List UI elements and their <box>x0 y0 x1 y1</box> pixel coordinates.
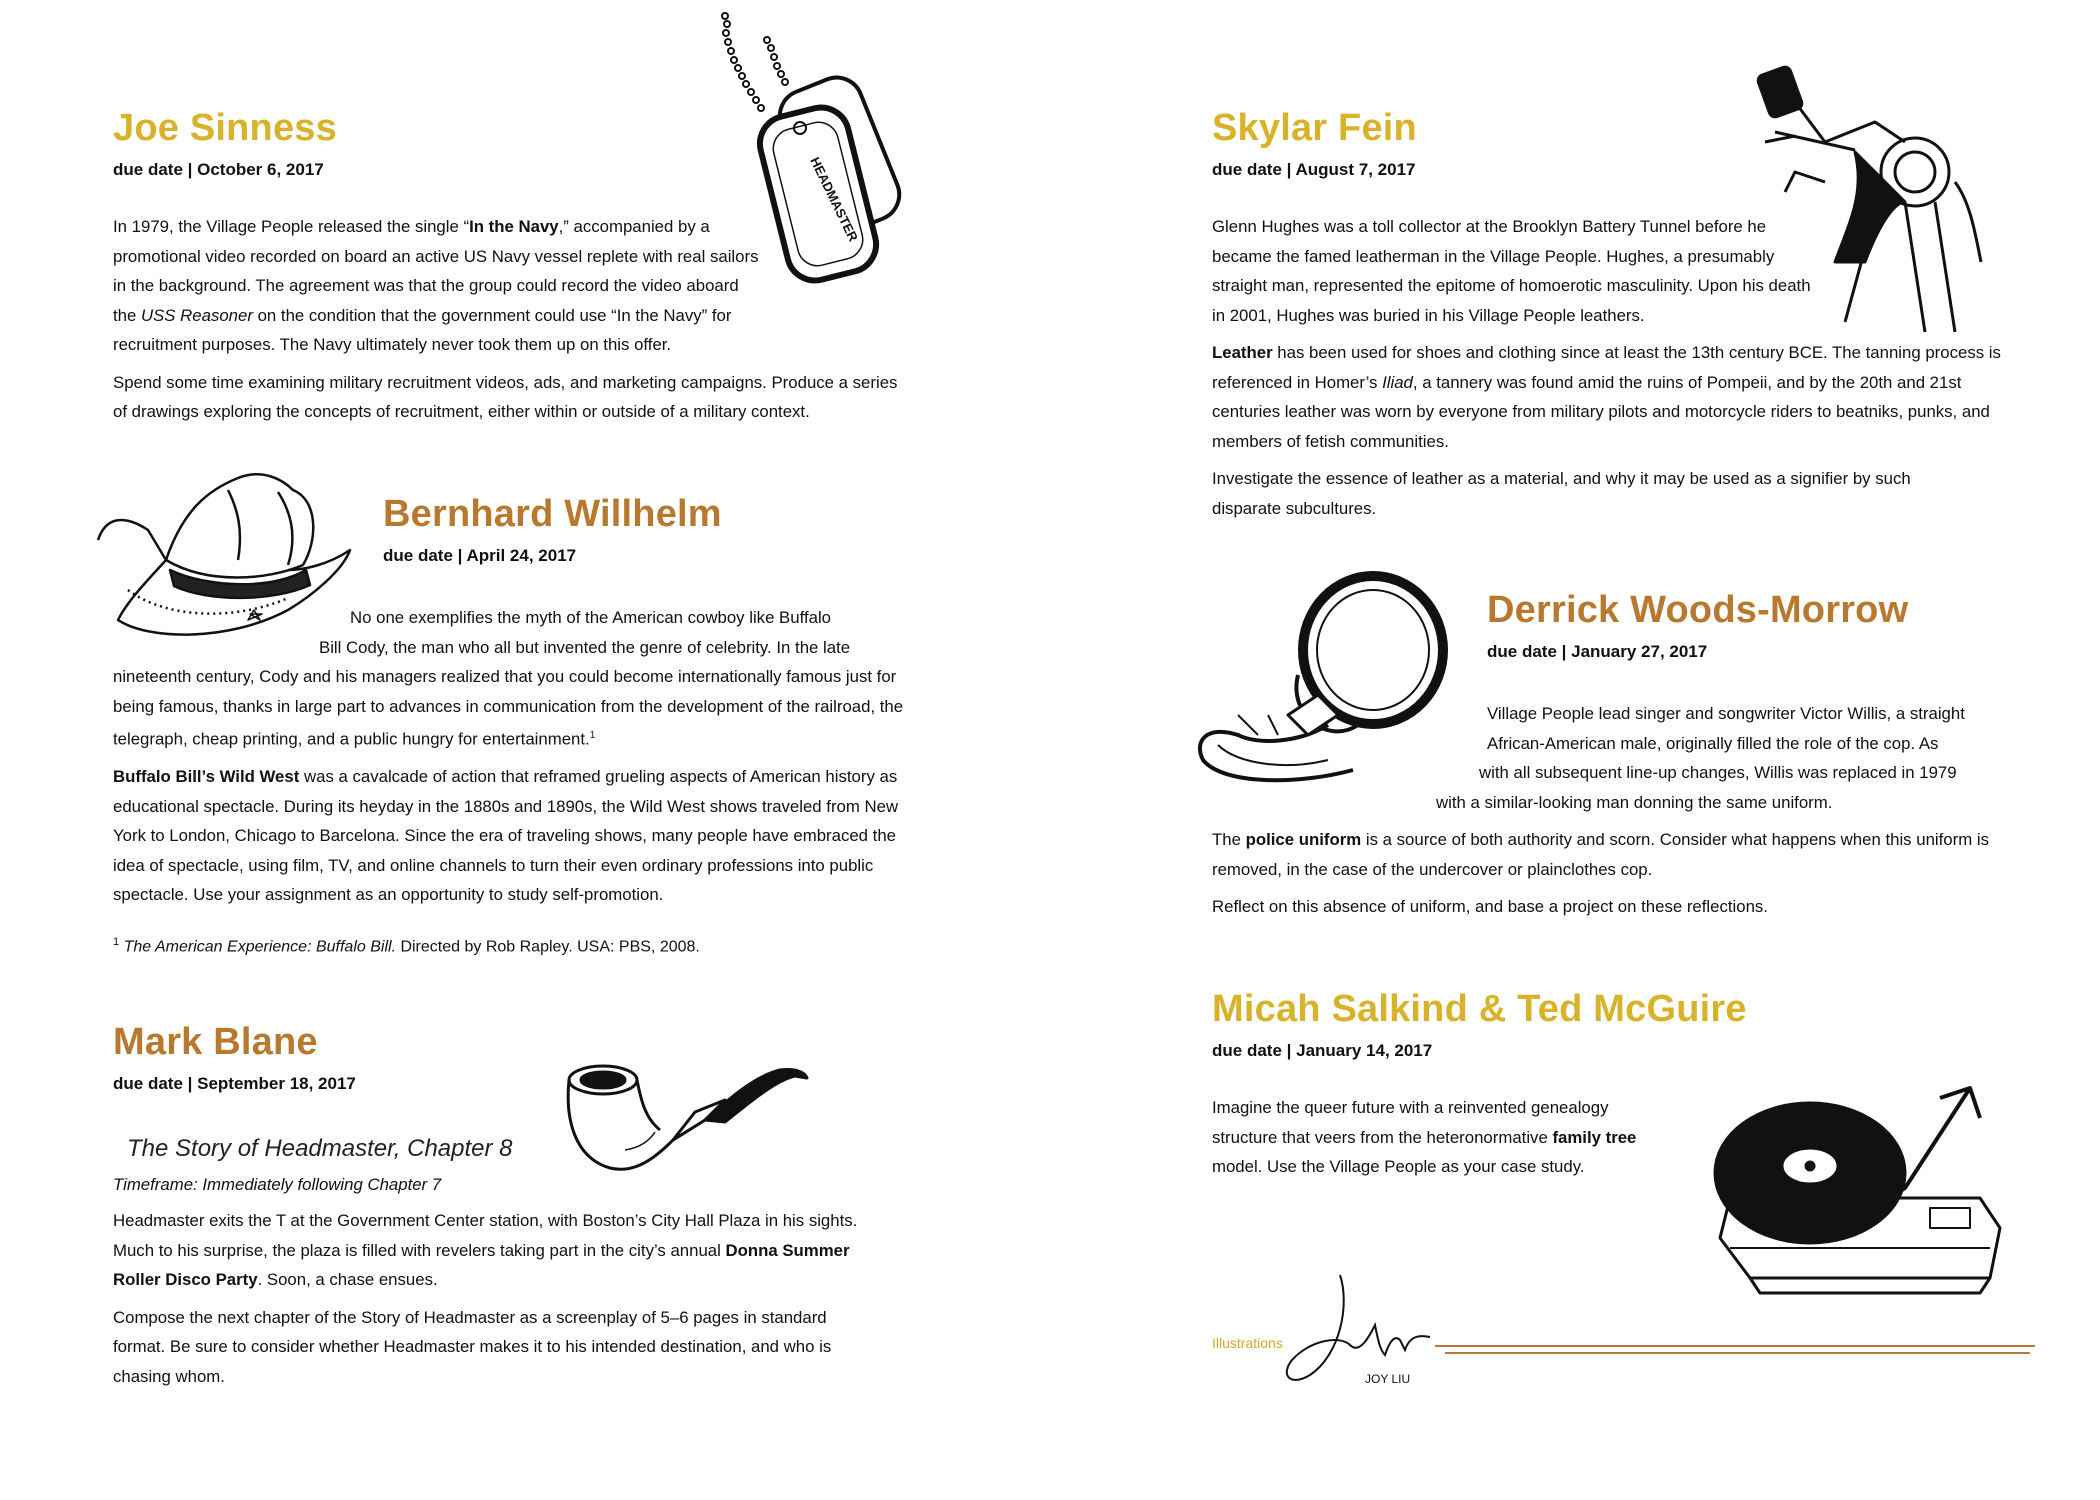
dog-tags-icon <box>715 10 955 310</box>
paragraph: Buffalo Bill’s Wild West was a cavalcade of action that reframed grueling aspects of American history as educational spectacle. During its heyday in the 1880s and 1890s, the Wild West shows traveled from New York to London, Chicago to Barcelona. Since the era of traveling shows, many people have embraced the idea of spectacle, using film, TV, and online channels to turn their even ordinary professions into public spectacle. Use your assignment as an opportunity to study self-promotion. <box>113 767 899 905</box>
handcuffs-icon <box>1178 565 1468 790</box>
footnote: $^1$ The American Experience: Buffalo Bill. Directed by Rob Rapley. USA: PBS, 2008. <box>113 935 700 955</box>
due-date: due date | April 24, 2017 <box>383 546 577 565</box>
timeframe: Timeframe: Immediately following Chapter 7 <box>113 1175 442 1194</box>
willhelm-body <box>113 603 913 959</box>
paragraph: Village People lead singer and songwriter Victor Willis, a straight African-American male, originally filled the role of the cop. As with all subsequent line-up changes, Willis was replaced in 1979 with a similar-looking man donning the same uniform. <box>1436 704 1965 812</box>
paragraph: The police uniform is a source of both authority and scorn. Consider what happens when this uniform is removed, in the case of the undercover or plainclothes cop. <box>1212 830 1989 879</box>
paragraph: Reflect on this absence of uniform, and base a project on these reflections. <box>1212 897 1768 916</box>
paragraph: Compose the next chapter of the Story of Headmaster as a screenplay of 5–6 pages in standard format. Be sure to consider whether Headmaster makes it to his intended destination, and who is chasing whom. <box>113 1307 832 1386</box>
due-date: due date | August 7, 2017 <box>1212 160 1416 179</box>
story-title: The Story of Headmaster, Chapter 8 <box>127 1135 513 1162</box>
signature-icon <box>1280 1265 1440 1395</box>
turntable-icon <box>1700 1078 2020 1298</box>
svg-text:HEADMASTER: HEADMASTER <box>807 154 861 244</box>
cowboy-hat-icon <box>88 470 358 645</box>
motorcycle-icon <box>1755 62 1995 342</box>
paragraph: In 1979, the Village People released the single “In the Navy,” accompanied by a promotional video recorded on board an active US Navy vessel replete with real sailors in the background. The agreement was that the group could record the video aboard the USS Reasoner on the condition that the government could use “In the Navy” for recruitment purposes. The Navy ultimately never took them up on this offer. <box>113 217 759 354</box>
due-date: due date | January 27, 2017 <box>1487 642 1708 661</box>
due-date: due date | October 6, 2017 <box>113 160 324 179</box>
section-title: Joe Sinness <box>113 107 337 149</box>
section-title: Bernhard Willhelm <box>383 493 722 535</box>
section-derrick-woods-morrow <box>1487 586 2027 664</box>
due-date: due date | September 18, 2017 <box>113 1074 356 1093</box>
due-date: due date | January 14, 2017 <box>1212 1041 1433 1060</box>
paragraph: Leather has been used for shoes and clothing since at least the 13th century BCE. The tanning process is referenced in Homer’s Iliad, a tannery was found amid the ruins of Pompeii, and by the 20th and 21st centuries leather was worn by everyone from military pilots and motorcycle riders to beatniks, punks, and members of fetish communities. <box>1212 343 2001 451</box>
pipe-icon <box>555 1040 815 1180</box>
credit-rule <box>1445 1352 2030 1354</box>
section-title: Derrick Woods-Morrow <box>1487 589 1909 631</box>
paragraph: No one exemplifies the myth of the American cowboy like Buffalo Bill Cody, the man who all but invented the genre of celebrity. In the late nineteenth century, Cody and his managers realized that you could become internationally famous just for being famous, thanks in large part to advances in communication from the development of the railroad, the telegraph, cheap printing, and a public hungry for entertainment.$^1$ <box>113 608 904 749</box>
section-title: Micah Salkind & Ted McGuire <box>1212 988 1747 1030</box>
section-title: Mark Blane <box>113 1021 318 1063</box>
paragraph: Headmaster exits the T at the Government Center station, with Boston’s City Hall Plaza in his sights. Much to his surprise, the plaza is filled with revelers taking part in the city’s annual Donna Summer Roller Disco Party. Soon, a chase ensues. <box>113 1211 858 1289</box>
paragraph: Imagine the queer future with a reinvented genealogy structure that veers from the heteronormative family tree model. Use the Village People as your case study. <box>1212 1098 1637 1176</box>
illustrations-label: Illustrations <box>1212 1335 1283 1351</box>
section-title: Skylar Fein <box>1212 107 1417 149</box>
paragraph: Spend some time examining military recruitment videos, ads, and marketing campaigns. Produce a series of drawings exploring the concepts of recruitment, either within or outside of a military context. <box>113 372 898 421</box>
paragraph: Investigate the essence of leather as a material, and why it may be used as a signifier by such disparate subcultures. <box>1212 469 1911 518</box>
section-bernhard-willhelm <box>383 490 983 568</box>
paragraph: Glenn Hughes was a toll collector at the Brooklyn Battery Tunnel before he became the famed leatherman in the Village People. Hughes, a presumably straight man, represented the epitome of homoerotic masculinity. Upon his death in 2001, Hughes was buried in his Village People leathers. <box>1212 217 1811 325</box>
credit-rule <box>1435 1345 2035 1347</box>
svg-text:JOY LIU: JOY LIU <box>1365 1372 1411 1386</box>
